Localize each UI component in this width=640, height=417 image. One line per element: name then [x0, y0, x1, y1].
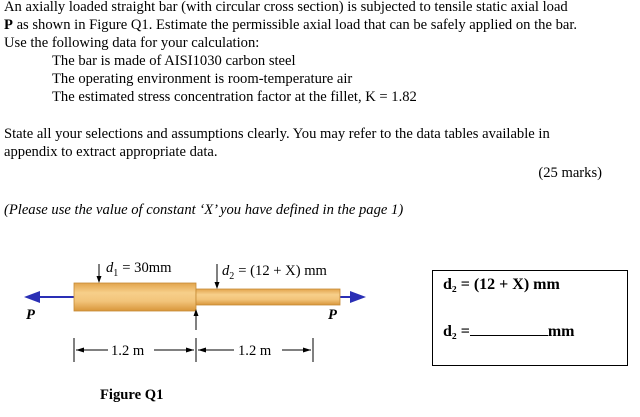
length-label-right: 1.2 m: [238, 343, 272, 359]
answer-box-d2-blank: d₂ = mm: [443, 323, 575, 340]
load-arrow-left: [24, 291, 74, 303]
length-label-left: 1.2 m: [111, 343, 145, 359]
figure-caption: Figure Q1: [100, 387, 164, 403]
diameter-d2-label: $d_2 = (12 + X)$ mm: [222, 263, 327, 282]
instructions: [4, 125, 550, 161]
constant-note: (Please use the value of constant ‘X’ you have defined in the page 1): [4, 202, 404, 218]
data-item-stress-factor: The estimated stress concentration factor at the fillet, K = 1.82: [52, 89, 417, 105]
question-text: [4, 0, 636, 106]
answer-box: [432, 270, 628, 366]
instructions-line-2: appendix to extract appropriate data.: [4, 144, 218, 160]
data-item-material: The bar is made of AISI1030 carbon steel: [52, 53, 296, 69]
question-line-3: Use the following data for your calculation:: [4, 35, 260, 51]
bar-section-d1: [74, 283, 196, 311]
instructions-line-1: State all your selections and assumptions clearly. You may refer to the data tables available in: [4, 126, 550, 142]
diameter-d1-label: $d_1 = 30mm$: [106, 260, 172, 279]
load-label-left: P: [26, 307, 35, 323]
load-arrow-right: [340, 291, 366, 303]
load-label-right: P: [328, 307, 337, 323]
question-line-2: P as shown in Figure Q1. Estimate the permissible axial load that can be safely applied on the bar.: [4, 17, 578, 33]
answer-blank[interactable]: [470, 321, 548, 336]
question-line-1: An axially loaded straight bar (with circular cross section) is subjected to tensile static axial load: [4, 0, 568, 15]
bar-section-d2: [196, 289, 340, 305]
data-item-environment: The operating environment is room-temperature air: [52, 71, 353, 87]
answer-box-d2-formula: d₂ = (12 + X) mm: [443, 276, 560, 293]
marks-label: (25 marks): [538, 165, 602, 181]
load-symbol: P: [4, 17, 13, 33]
